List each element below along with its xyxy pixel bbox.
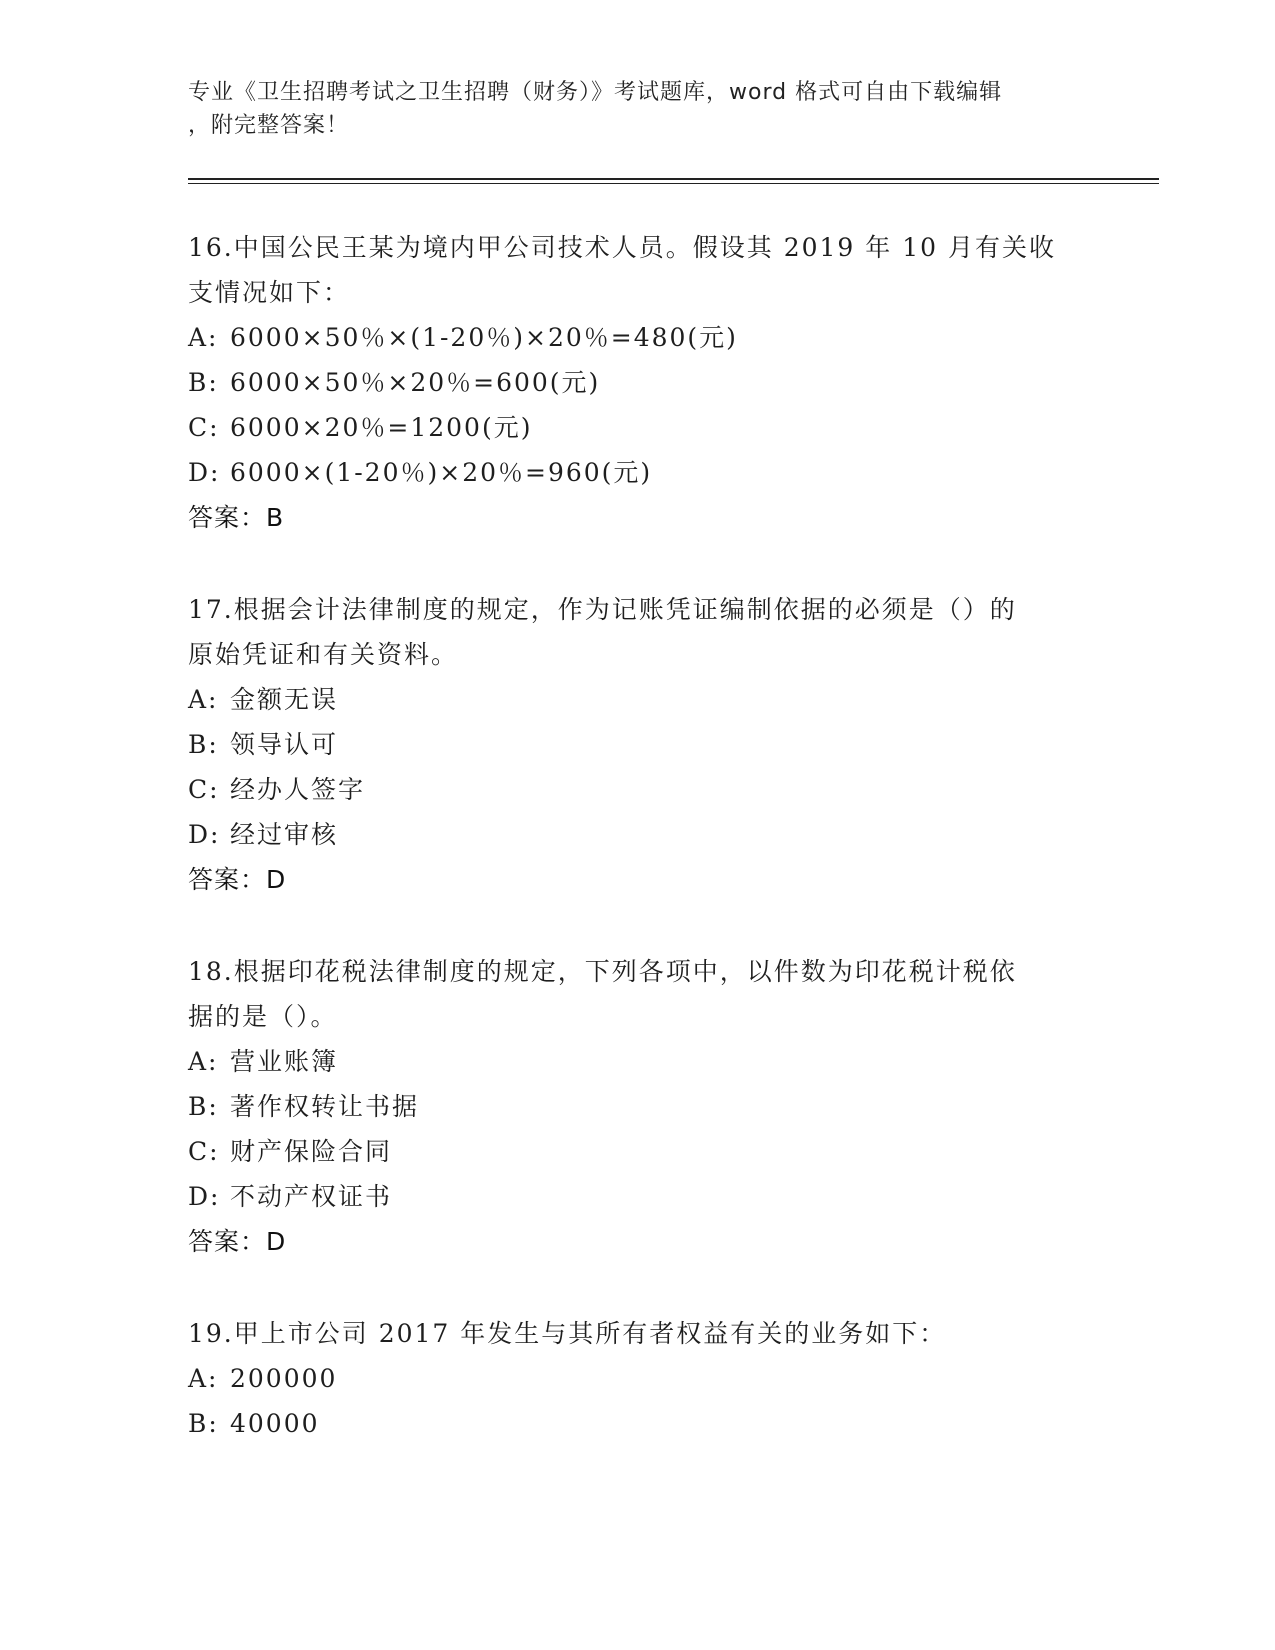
question-stem: 17.根据会计法律制度的规定，作为记账凭证编制依据的必须是（）的 原始凭证和有关资料。	[188, 595, 1017, 669]
option-text: 营业账簿	[230, 1047, 339, 1076]
question-stem: 16.中国公民王某为境内甲公司技术人员。假设其 2019 年 10 月有关收 支情况如下：	[188, 233, 1056, 307]
option-letter: A:	[188, 1364, 219, 1393]
option-b	[188, 722, 1088, 767]
option-text: 经办人签字	[230, 775, 366, 804]
option-text: 6000×50％×20％=600(元)	[230, 368, 601, 397]
option-a	[188, 315, 1088, 360]
document-header: 专业《卫生招聘考试之卫生招聘（财务）》考试题库，word 格式可自由下载编辑 ，附完整答案！	[188, 80, 1003, 138]
question-17	[188, 587, 1088, 902]
option-b	[188, 1401, 1088, 1446]
option-c	[188, 405, 1088, 450]
option-d	[188, 450, 1088, 495]
option-letter: C:	[188, 775, 220, 804]
answer-line: 答案：B	[188, 503, 285, 532]
option-letter: C:	[188, 413, 220, 442]
option-text: 著作权转让书据	[230, 1092, 420, 1121]
option-a	[188, 1356, 1088, 1401]
answer-line: 答案：D	[188, 1227, 287, 1256]
option-text: 6000×50％×(1-20％)×20％=480(元)	[230, 323, 738, 352]
option-c	[188, 767, 1088, 812]
option-text: 6000×(1-20％)×20％=960(元)	[230, 458, 653, 487]
option-letter: A:	[188, 1047, 219, 1076]
option-b	[188, 360, 1088, 405]
header-divider-thin	[188, 183, 1159, 184]
question-19	[188, 1311, 1088, 1446]
question-stem: 19.甲上市公司 2017 年发生与其所有者权益有关的业务如下：	[188, 1319, 947, 1348]
option-letter: D:	[188, 458, 221, 487]
option-letter: B:	[188, 1409, 219, 1438]
option-letter: D:	[188, 820, 221, 849]
option-a	[188, 677, 1088, 722]
option-letter: A:	[188, 323, 219, 352]
option-letter: C:	[188, 1137, 220, 1166]
option-c	[188, 1129, 1088, 1174]
option-letter: B:	[188, 368, 219, 397]
option-letter: B:	[188, 1092, 219, 1121]
option-a	[188, 1039, 1088, 1084]
option-letter: B:	[188, 730, 219, 759]
option-text: 40000	[230, 1409, 320, 1438]
option-d	[188, 1174, 1088, 1219]
question-18	[188, 949, 1088, 1264]
option-b	[188, 1084, 1088, 1129]
answer-line: 答案：D	[188, 865, 287, 894]
header-divider	[188, 178, 1159, 180]
option-text: 不动产权证书	[230, 1182, 393, 1211]
option-text: 金额无误	[230, 685, 339, 714]
option-letter: D:	[188, 1182, 221, 1211]
option-d	[188, 812, 1088, 857]
option-text: 200000	[230, 1364, 338, 1393]
question-stem: 18.根据印花税法律制度的规定，下列各项中，以件数为印花税计税依 据的是（）。	[188, 957, 1017, 1031]
option-letter: A:	[188, 685, 219, 714]
question-16	[188, 225, 1088, 540]
option-text: 6000×20％=1200(元)	[230, 413, 533, 442]
option-text: 领导认可	[230, 730, 339, 759]
option-text: 财产保险合同	[230, 1137, 393, 1166]
option-text: 经过审核	[230, 820, 339, 849]
